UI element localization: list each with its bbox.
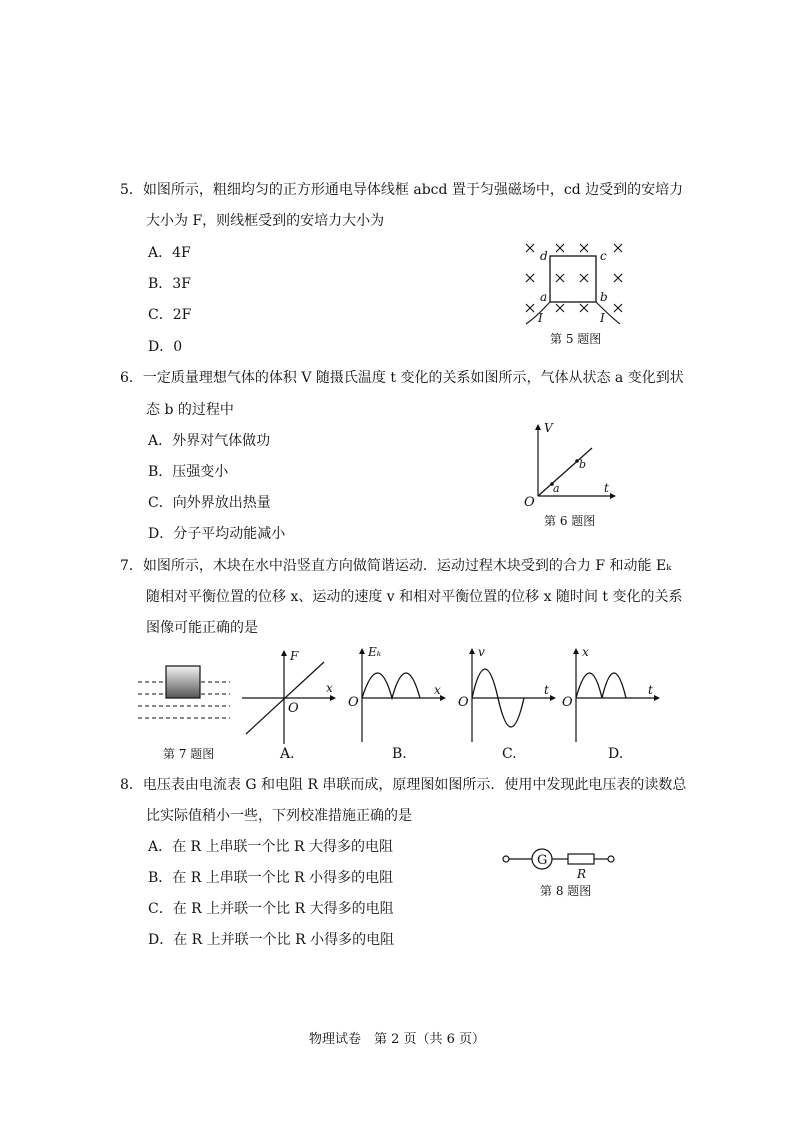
q8-option-d: D．在 R 上并联一个比 R 小得多的电阻: [148, 932, 395, 948]
q7-stem-line-3: 图像可能正确的是: [146, 620, 258, 636]
q6-stem-line-1: 6．一定质量理想气体的体积 V 随摄氏温度 t 变化的关系如图所示，气体从状态 a 变化到状: [120, 370, 684, 386]
state-line: [538, 448, 592, 496]
q7-graph-c-label: C.: [502, 746, 517, 762]
axis-t-label: t: [604, 481, 609, 495]
q5-caption: 第 5 题图: [550, 332, 602, 346]
q8-option-b: B．在 R 上串联一个比 R 小得多的电阻: [148, 870, 394, 886]
svg-text:O: O: [348, 695, 359, 710]
conductor-loop: [550, 256, 596, 302]
x-t-curve: [576, 673, 626, 698]
terminal-left: [503, 856, 509, 862]
svg-text:t: t: [544, 683, 549, 697]
q5-option-a: A．4F: [148, 245, 191, 261]
q5-figure-square-loop: [518, 238, 638, 328]
q8-stem-line-1: 8．电压表由电流表 G 和电阻 R 串联而成，原理图如图所示．使用中发现此电压表的读数总: [120, 777, 687, 793]
svg-text:Eₖ: Eₖ: [368, 645, 382, 659]
q7-graph-a-label: A.: [280, 746, 295, 762]
q6-option-c: C．向外界放出热量: [148, 495, 271, 511]
point-a-label: a: [553, 482, 560, 495]
svg-text:O: O: [288, 701, 299, 716]
ek-x-curve: [362, 673, 420, 698]
q7-graph-b-label: B.: [392, 746, 407, 762]
label-b: b: [600, 290, 608, 304]
q7-caption: 第 7 题图: [163, 747, 215, 761]
svg-text:v: v: [478, 645, 485, 659]
svg-text:O: O: [562, 695, 573, 710]
q6-option-b: B．压强变小: [148, 464, 229, 480]
q5-option-c: C．2F: [148, 307, 192, 323]
svg-text:F: F: [290, 649, 299, 663]
q6-figure-v-t-graph: [520, 420, 620, 510]
q5-option-b: B．3F: [148, 276, 191, 292]
label-c: c: [600, 249, 607, 263]
q6-option-a: A．外界对气体做功: [148, 433, 271, 449]
label-d: d: [540, 249, 548, 263]
q5-option-d: D．0: [148, 339, 183, 355]
q8-stem-line-2: 比实际值稍小一些，下列校准措施正确的是: [146, 808, 412, 824]
q7-graph-d-label: D.: [608, 746, 624, 762]
svg-text:x: x: [434, 683, 441, 697]
svg-text:t: t: [648, 683, 653, 697]
q6-caption: 第 6 题图: [544, 514, 596, 528]
q7-figure-block-in-water: [138, 660, 230, 732]
q7-stem-line-1: 7．如图所示，木块在水中沿竖直方向做简谐运动．运动过程木块受到的合力 F 和动能 Eₖ: [120, 558, 672, 574]
page-footer: 物理试卷 第 2 页（共 6 页）: [308, 1032, 486, 1047]
q7-graph-d: [562, 646, 662, 746]
q8-caption: 第 8 题图: [540, 884, 592, 898]
svg-text:G: G: [537, 853, 548, 868]
q5-stem-line-2: 大小为 F，则线框受到的安培力大小为: [146, 213, 385, 229]
point-b-label: b: [579, 458, 587, 471]
q7-graph-b: [348, 646, 448, 746]
svg-text:x: x: [582, 645, 589, 659]
axis-v-label: V: [544, 421, 553, 435]
label-a: a: [540, 290, 548, 304]
q5-stem-line-1: 5．如图所示，粗细均匀的正方形通电导体线框 abcd 置于匀强磁场中，cd 边受到的安培力: [120, 182, 684, 198]
q7-graph-a: [238, 648, 338, 748]
label-current-right: I: [600, 311, 605, 325]
q8-option-c: C．在 R 上并联一个比 R 大得多的电阻: [148, 901, 394, 917]
svg-text:R: R: [577, 867, 587, 881]
terminal-right: [608, 856, 614, 862]
q7-stem-line-2: 随相对平衡位置的位移 x、运动的速度 v 和相对平衡位置的位移 x 随时间 t 变化的关系: [146, 589, 683, 605]
origin-label: O: [524, 495, 535, 510]
q8-option-a: A．在 R 上串联一个比 R 大得多的电阻: [148, 839, 393, 855]
svg-text:x: x: [326, 681, 333, 695]
q8-figure-circuit: [500, 846, 620, 880]
label-current-left: I: [538, 311, 543, 325]
q6-stem-line-2: 态 b 的过程中: [146, 402, 234, 418]
q6-option-d: D．分子平均动能减小: [148, 526, 286, 542]
svg-text:O: O: [458, 695, 469, 710]
wooden-block: [166, 666, 200, 698]
resistor-r: [568, 854, 594, 864]
q7-graph-c: [458, 646, 558, 746]
